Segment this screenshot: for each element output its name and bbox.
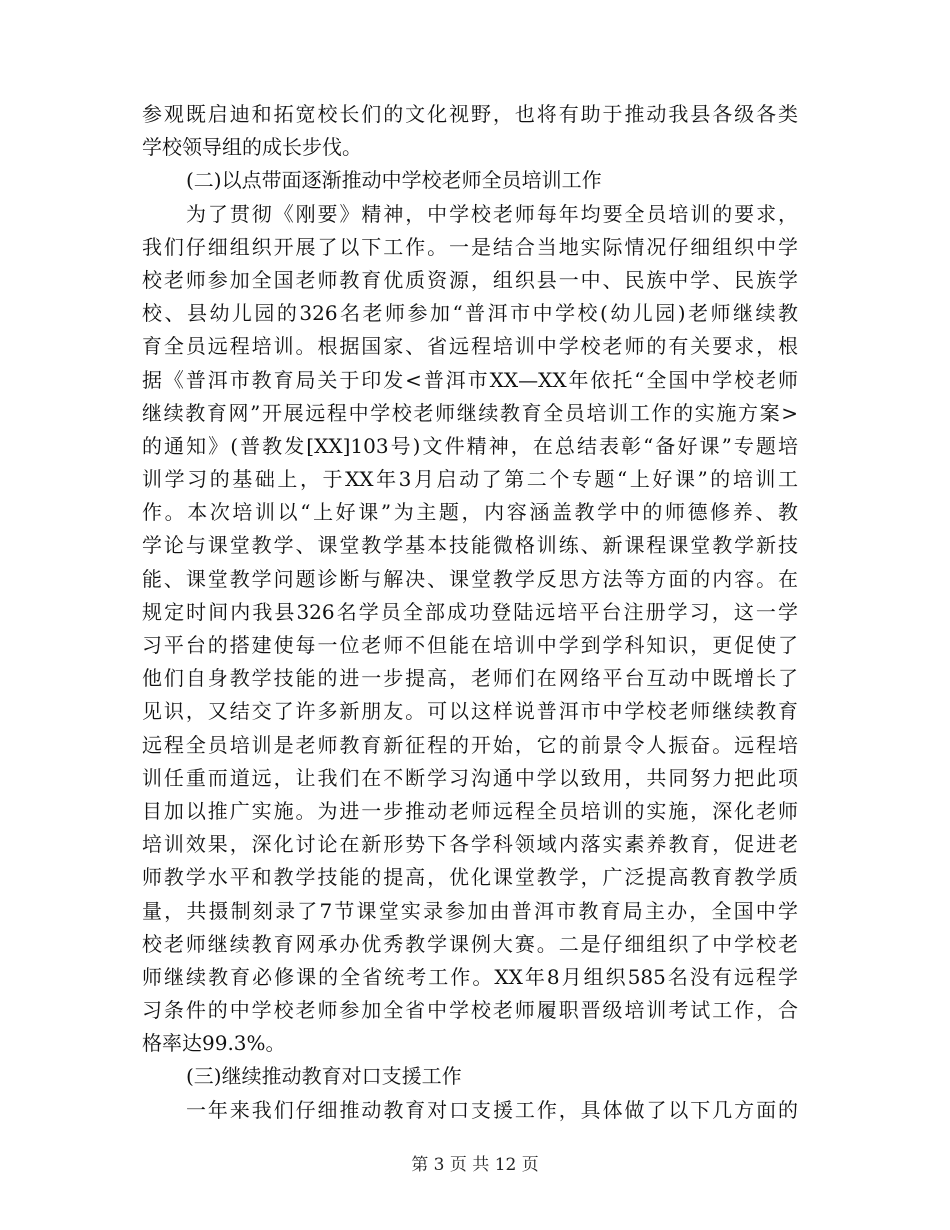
text-line: 远程全员培训是老师教育新征程的开始，它的前景令人振奋。远程培 [142,732,798,757]
text-line: 校老师参加全国老师教育优质资源，组织县一中、民族中学、民族学 [142,267,798,292]
text-line: 师继续教育必修课的全省统考工作。XX年8月组织585名没有远程学 [142,964,798,989]
text-line: 他们自身教学技能的进一步提高，老师们在网络平台互动中既增长了 [142,666,798,691]
text-line: 继续教育网”开展远程中学校老师继续教育全员培训工作的实施方案> [142,400,798,425]
text-line: 培训效果，深化讨论在新形势下各学科领域内落实素养教育，促进老 [142,832,798,857]
text-line: 的通知》(普教发[XX]103号)文件精神，在总结表彰“备好课”专题培 [142,433,798,458]
text-line: 学论与课堂教学、课堂教学基本技能微格训练、新课程课堂教学新技 [142,533,798,558]
text-line: 目加以推广实施。为进一步推动老师远程全员培训的实施，深化老师 [142,798,798,823]
text-line: (三)继续推动教育对口支援工作 [186,1064,462,1089]
text-line: 为了贯彻《刚要》精神，中学校老师每年均要全员培训的要求， [186,201,798,226]
text-line: 作。本次培训以“上好课”为主题，内容涵盖教学中的师德修养、教 [142,500,798,525]
text-line: 育全员远程培训。根据国家、省远程培训中学校老师的有关要求，根 [142,334,798,359]
page-number-footer: 第 3 页 共 12 页 [411,1155,539,1175]
text-line: 校老师继续教育网承办优秀教学课例大赛。二是仔细组织了中学校老 [142,931,798,956]
text-line: 习条件的中学校老师参加全省中学校老师履职晋级培训考试工作，合 [142,998,798,1023]
text-line: 参观既启迪和拓宽校长们的文化视野，也将有助于推动我县各级各类 [142,102,798,126]
text-line: 能、课堂教学问题诊断与解决、课堂教学反思方法等方面的内容。在 [142,566,798,591]
text-line: 校、县幼儿园的326名老师参加“普洱市中学校(幼儿园)老师继续教 [142,301,798,326]
text-line: 据《普洱市教育局关于印发<普洱市XX—XX年依托“全国中学校老师 [142,367,798,392]
text-line: 量，共摄制刻录了7节课堂实录参加由普洱市教育局主办，全国中学 [142,898,798,923]
text-line: 一年来我们仔细推动教育对口支援工作，具体做了以下几方面的 [186,1097,798,1122]
text-line: (二)以点带面逐渐推动中学校老师全员培训工作 [186,168,602,193]
text-line: 格率达99.3%。 [142,1031,286,1056]
text-line: 见识，又结交了许多新朋友。可以这样说普洱市中学校老师继续教育 [142,699,798,724]
text-line: 师教学水平和教学技能的提高，优化课堂教学，广泛提高教育教学质 [142,865,798,890]
text-line: 训学习的基础上，于XX年3月启动了第二个专题“上好课”的培训工 [142,467,798,492]
text-line: 习平台的搭建使每一位老师不但能在培训中学到学科知识，更促使了 [142,633,798,657]
text-line: 规定时间内我县326名学员全部成功登陆远培平台注册学习，这一学 [142,599,798,624]
text-line: 学校领导组的成长步伐。 [142,135,362,160]
text-line: 我们仔细组织开展了以下工作。一是结合当地实际情况仔细组织中学 [142,234,798,259]
text-line: 训任重而道远，让我们在不断学习沟通中学以致用，共同努力把此项 [142,765,798,790]
document-body [142,98,798,1127]
